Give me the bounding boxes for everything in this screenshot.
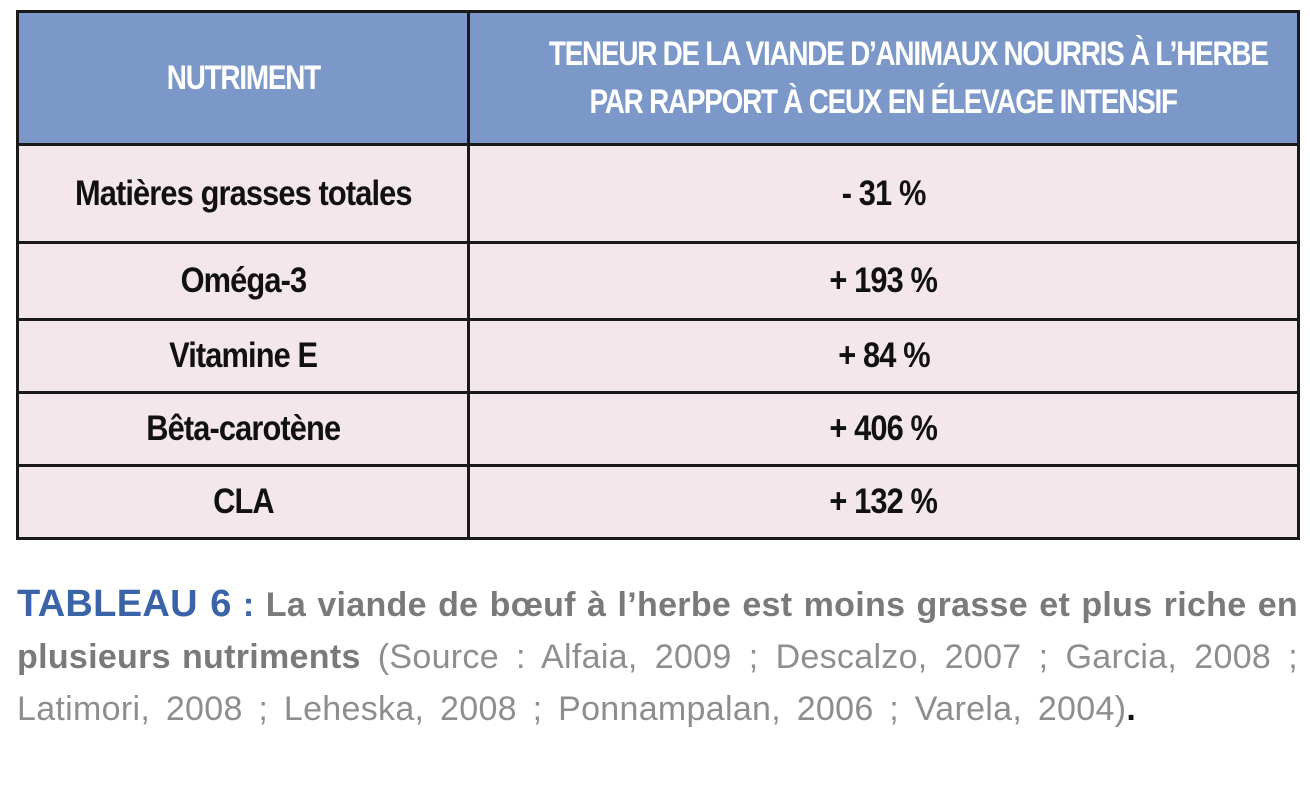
header-content-comparison [469,12,1299,145]
nutrient-table-container [16,10,1297,540]
nutrient-value: + 193 % [829,261,938,300]
table-row [18,466,1299,539]
nutrient-name: Vitamine E [168,336,318,375]
table-row [18,393,1299,466]
nutrient-value: + 84 % [837,336,930,375]
nutrient-cell [18,393,469,466]
table-caption [17,578,1298,735]
nutrient-name: Bêta-carotène [146,409,340,448]
nutrient-cell [18,243,469,320]
header-nutrient-label: NUTRIMENT [166,59,320,97]
caption-end-punctuation: . [1126,690,1137,728]
header-nutrient [18,12,469,145]
table-header-row [18,12,1299,145]
value-cell [469,145,1299,243]
value-cell [469,243,1299,320]
caption-label: TABLEAU 6 [17,583,232,625]
table-row [18,145,1299,243]
nutrient-comparison-table [16,10,1300,540]
nutrient-name: Matières grasses totales [74,173,412,213]
value-cell [469,393,1299,466]
value-cell [469,320,1299,393]
caption-source: (Source : Alfaia, 2009 ; Descalzo, 2007 ; Garcia, 2008 ; Latimori, 2008 ; Leheska, 2008 ; Ponnampalan, 2006 ; Varela, 2004) [17,638,1298,728]
nutrient-cell [18,320,469,393]
caption-separator: : [231,586,266,624]
header-comparison-line-2: PAR RAPPORT À CEUX EN ÉLEVAGE INTENSIF [589,83,1178,121]
nutrient-value: - 31 % [841,173,926,213]
caption-title: La viande de bœuf à l’herbe est moins grasse et plus riche en plusieurs nutriments [17,586,1298,676]
value-cell [469,466,1299,539]
nutrient-name: CLA [212,482,274,521]
nutrient-cell [18,145,469,243]
header-comparison-line-1: TENEUR DE LA VIANDE D’ANIMAUX NOURRIS À L’HERBE [548,35,1268,73]
table-row [18,320,1299,393]
table-row [18,243,1299,320]
nutrient-name: Oméga-3 [180,261,306,300]
nutrient-cell [18,466,469,539]
nutrient-value: + 406 % [829,409,938,448]
nutrient-value: + 132 % [829,482,938,521]
